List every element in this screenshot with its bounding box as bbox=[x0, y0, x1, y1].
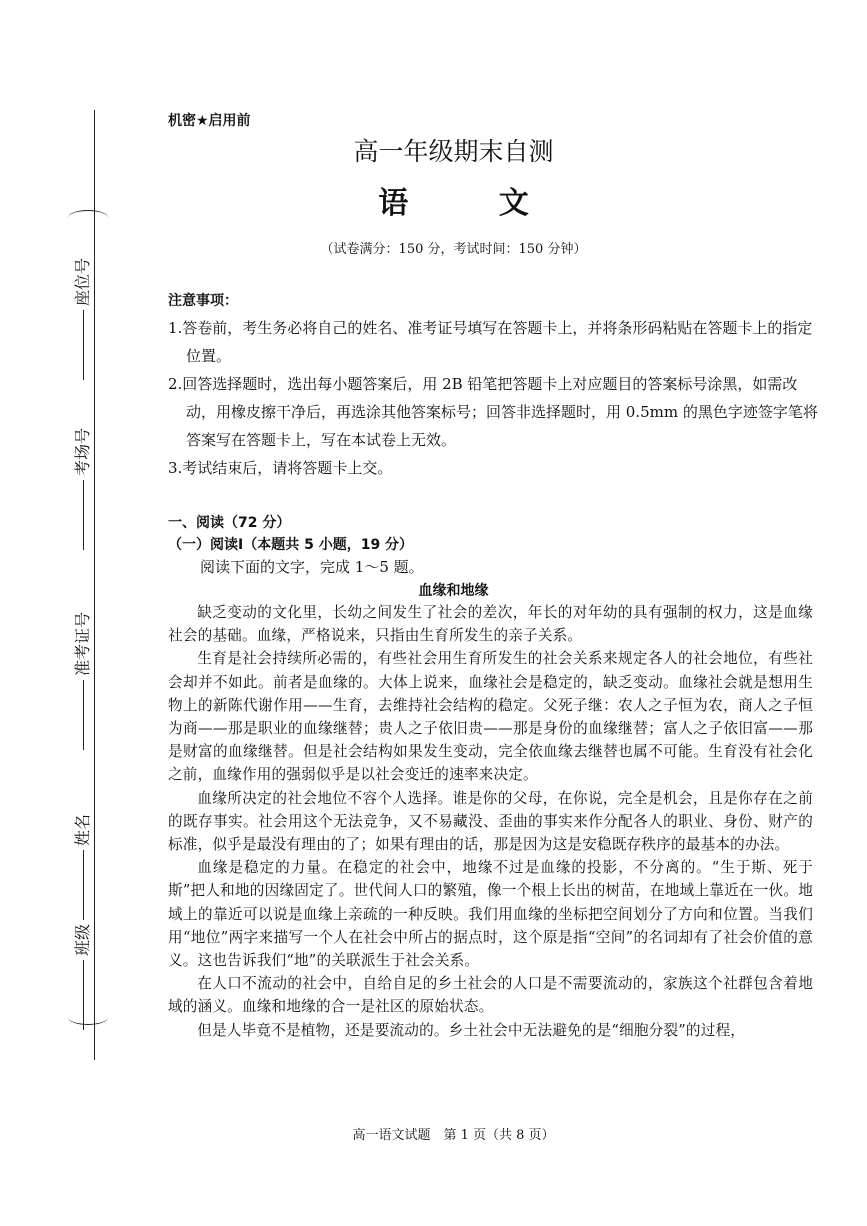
exam-id-label: 准考证号 bbox=[73, 611, 92, 676]
note-item: 3.考试结束后，请将答题卡上交。 bbox=[168, 459, 393, 477]
passage-paragraph: 在人口不流动的社会中，自给自足的乡土社会的人口是不需要流动的，家族这个社群包含着地域的涵义。血缘和地缘的合一是社区的原始状态。 bbox=[168, 975, 813, 1016]
secret-mark: 机密★启用前 bbox=[168, 113, 251, 129]
seat-number-label: 座位号 bbox=[73, 257, 92, 306]
class-label: 班级 bbox=[73, 923, 92, 956]
notes-list bbox=[168, 314, 818, 482]
passage-body bbox=[168, 601, 813, 1042]
passage-paragraph: 缺乏变动的文化里，长幼之间发生了社会的差次，年长的对年幼的具有强制的权力，这是血缘社会的基础。血缘，严格说来，只指由生育所发生的亲子关系。 bbox=[168, 604, 813, 645]
seat-number-field bbox=[70, 258, 93, 380]
note-item: 1.答卷前，考生务必将自己的姓名、准考证号填写在答题卡上，并将条形码粘贴在答题卡上的指定位置。 bbox=[168, 319, 813, 365]
section-heading: 一、阅读（72 分） bbox=[168, 515, 291, 531]
exam-id-field bbox=[70, 612, 93, 750]
reading-instruction: 阅读下面的文字，完成 1～5 题。 bbox=[200, 558, 424, 576]
passage-title: 血缘和地缘 bbox=[418, 583, 489, 599]
name-field bbox=[70, 814, 93, 920]
note-item: 2.回答选择题时，选出每小题答案后，用 2B 铅笔把答题卡上对应题目的答案标号涂黑，如需改动，用橡皮擦干净后，再选涂其他答案标号；回答非选择题时，用 0.5mm 的黑色字迹签字笔将答案写在答题卡上，写在本试卷上无效。 bbox=[168, 375, 818, 449]
passage-paragraph: 但是人毕竟不是植物，还是要流动的。乡土社会中无法避免的是“细胞分裂”的过程， bbox=[197, 1021, 746, 1039]
passage-paragraph: 生育是社会持续所必需的，有些社会用生育所发生的社会关系来规定各人的社会地位，有些社会却并不如此。前者是血缘的。大体上说来，血缘社会是稳定的，缺乏变动。血缘社会就是想用生物上的新陈代谢作用——生育，去维持社会结构的稳定。父死子继：农人之子恒为农，商人之子恒为商——那是职业的血缘继替；贵人之子依旧贵——那是身份的血缘继替；富人之子依旧富——那是财富的血缘继替。但是社会结构如果发生变动，完全依血缘去继替也属不可能。生育没有社会化之前，血缘作用的强弱似乎是以社会变迁的速率来决定。 bbox=[168, 650, 813, 784]
subject-title: 语 文 bbox=[378, 186, 569, 221]
exam-room-label: 考场号 bbox=[73, 427, 92, 476]
notes-title: 注意事项： bbox=[168, 293, 238, 309]
passage-paragraph: 血缘是稳定的力量。在稳定的社会中，地缘不过是血缘的投影，不分离的。“生于斯、死于斯”把人和地的因缘固定了。世代间人口的繁殖，像一个根上长出的树苗，在地域上靠近在一伙。地域上的靠近可以说是血缘上亲疏的一种反映。我们用血缘的坐标把空间划分了方向和位置。当我们用“地位”两字来描写一个人在社会中所占的据点时，这个原是指“空间”的名词却有了社会价值的意义。这也告诉我们“地”的关联派生于社会关系。 bbox=[168, 859, 813, 970]
subsection-heading: （一）阅读Ⅰ（本题共 5 小题，19 分） bbox=[168, 537, 414, 553]
exam-info: （试卷满分：150 分，考试时间：150 分钟） bbox=[320, 242, 587, 257]
passage-paragraph: 血缘所决定的社会地位不容个人选择。谁是你的父母，在你说，完全是机会，且是你存在之前的既存事实。社会用这个无法竞争，又不易藏没、歪曲的事实来作分配各人的职业、身份、财产的标准，似乎是最没有理由的了；如果有理由的话，那是因为这是安稳既存秩序的最基本的办法。 bbox=[168, 789, 813, 854]
exam-title: 高一年级期末自测 bbox=[353, 137, 554, 166]
page-footer: 高一语文试题 第 1 页（共 8 页） bbox=[352, 1128, 555, 1143]
exam-room-field bbox=[70, 428, 93, 550]
class-field bbox=[70, 924, 93, 1030]
name-label: 姓名 bbox=[73, 813, 92, 846]
